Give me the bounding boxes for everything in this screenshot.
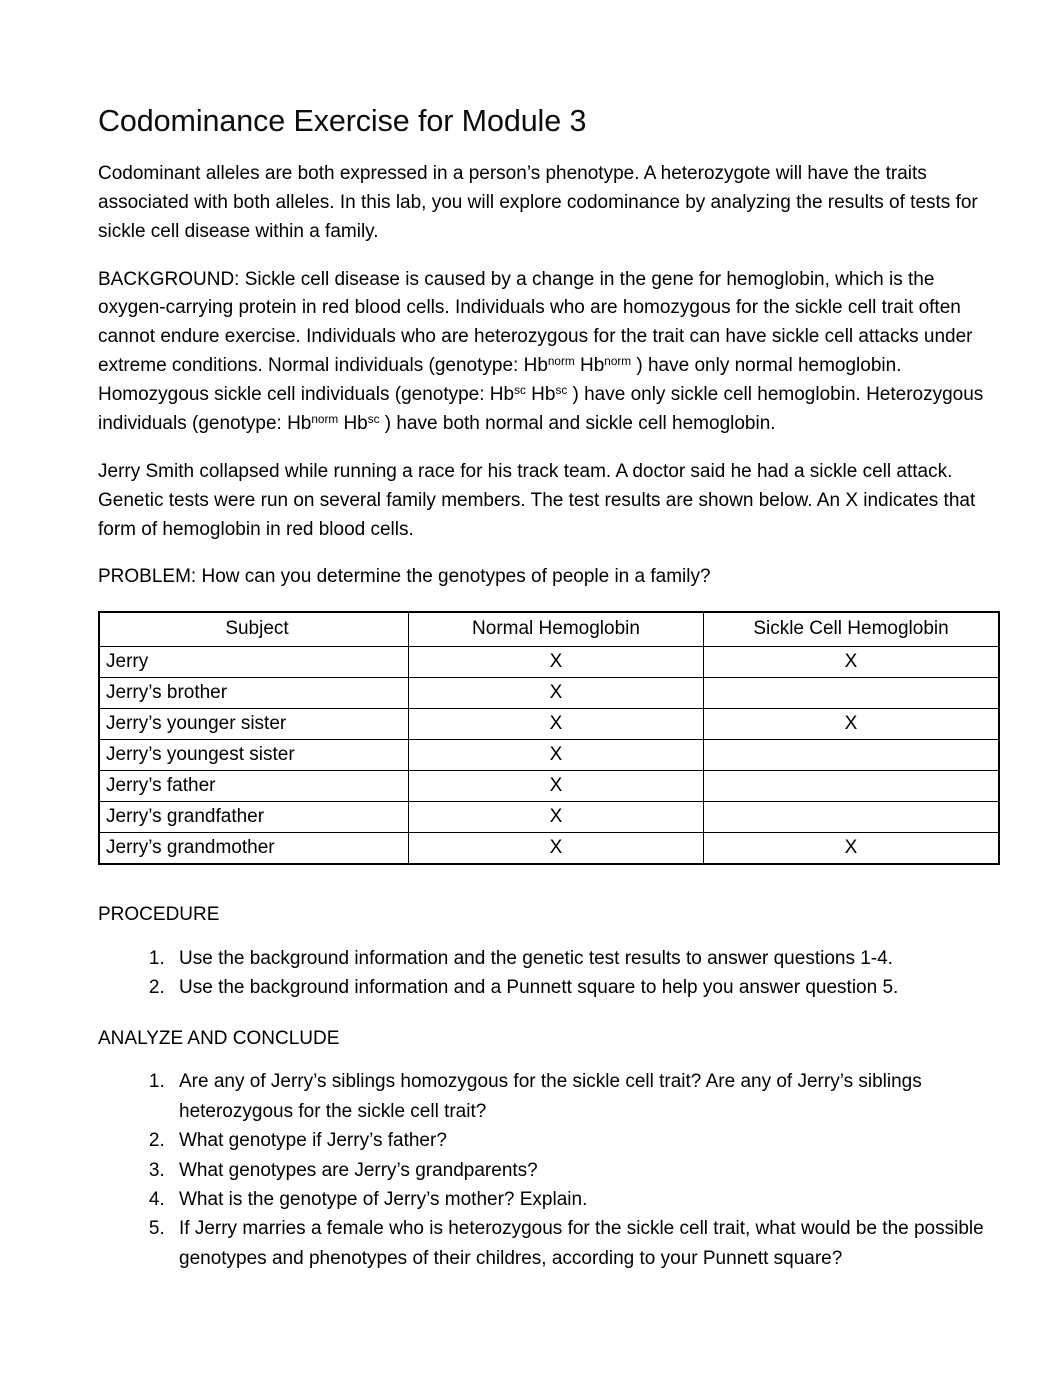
background-text-part2: Hb — [574, 355, 605, 377]
list-item: 2. What genotype if Jerry’s father? — [170, 1126, 990, 1155]
table-header-row — [99, 612, 999, 647]
document-body — [98, 104, 990, 1273]
analyze-list — [98, 1067, 990, 1273]
table-row — [99, 802, 999, 833]
cell-subject: Jerry’s grandfather — [99, 802, 409, 833]
procedure-heading: PROCEDURE — [98, 904, 220, 926]
background-text-part6: Hb — [338, 412, 368, 434]
cell-sickle-mark: X — [704, 709, 1000, 740]
cell-normal-mark: X — [409, 647, 704, 678]
cell-sickle-mark — [704, 740, 1000, 771]
test-results-table-wrapper — [98, 611, 990, 865]
cell-sickle-mark — [704, 678, 1000, 709]
genotype-superscript-norm-2: norm — [604, 355, 632, 369]
genotype-superscript-sc-3: sc — [367, 412, 380, 426]
scenario-paragraph: Jerry Smith collapsed while running a race for his track team. A doctor said he had a sickle cell attack. Genetic tests were run on several family members. The test results are shown below. An X indicates that form of hemoglobin in red blood cells. — [98, 460, 976, 540]
cell-subject: Jerry’s father — [99, 771, 409, 802]
cell-normal-mark: X — [409, 740, 704, 771]
cell-subject: Jerry’s brother — [99, 678, 409, 709]
table-row — [99, 709, 999, 740]
cell-normal-mark: X — [409, 833, 704, 865]
table-row — [99, 833, 999, 865]
background-text-part3: ) have only normal hemoglobin. Homozygous sickle cell individuals (genotype: Hb — [98, 355, 902, 406]
table-row — [99, 771, 999, 802]
genotype-superscript-norm-3: norm — [311, 412, 339, 426]
cell-normal-mark: X — [409, 802, 704, 833]
table-body — [99, 612, 999, 864]
table-row — [99, 740, 999, 771]
background-text-part7: ) have both normal and sickle cell hemoglobin. — [379, 412, 776, 434]
genotype-superscript-norm-1: norm — [547, 355, 575, 369]
list-item: 4. What is the genotype of Jerry’s mother? Explain. — [170, 1185, 990, 1214]
list-item: 3. What genotypes are Jerry’s grandparents? — [170, 1156, 990, 1185]
background-text-part5: ) have only sickle cell hemoglobin. Heterozygous individuals (genotype: Hb — [98, 384, 984, 434]
list-item: 2. Use the background information and a Punnett square to help you answer question 5. — [170, 973, 990, 1002]
cell-sickle-mark: X — [704, 647, 1000, 678]
column-header-subject: Subject — [99, 612, 409, 647]
cell-normal-mark: X — [409, 678, 704, 709]
column-header-sickle-cell-hemoglobin: Sickle Cell Hemoglobin — [704, 612, 1000, 647]
problem-paragraph: PROBLEM: How can you determine the genotypes of people in a family? — [98, 566, 711, 588]
spacer-before-analyze — [98, 1003, 990, 1025]
test-results-table — [98, 611, 1000, 865]
analyze-heading: ANALYZE AND CONCLUDE — [98, 1027, 340, 1049]
cell-sickle-mark — [704, 802, 1000, 833]
background-text-part1: BACKGROUND: Sickle cell disease is caused by a change in the gene for hemoglobin, which is the oxygen-carrying protein in red blood cells. Individuals who are homozygous for the sickle cell trait often cannot endure exercise. Individuals who are heterozygous for the trait can have sickle cell attacks under extreme conditions. Normal individuals (genotype: Hb — [98, 268, 973, 377]
spacer-analyze — [98, 1053, 990, 1067]
cell-subject: Jerry’s grandmother — [99, 833, 409, 865]
spacer-after-table — [98, 865, 990, 901]
cell-sickle-mark — [704, 771, 1000, 802]
list-item: 1. Are any of Jerry’s siblings homozygous for the sickle cell trait? Are any of Jerry’s siblings heterozygous for the sickle cell trait? — [170, 1067, 990, 1126]
page-title: Codominance Exercise for Module 3 — [98, 104, 587, 138]
list-item: 5. If Jerry marries a female who is heterozygous for the sickle cell trait, what would be the possible genotypes and phenotypes of their childres, according to your Punnett square? — [170, 1214, 990, 1273]
background-paragraph — [98, 266, 990, 439]
cell-sickle-mark: X — [704, 833, 1000, 865]
cell-normal-mark: X — [409, 709, 704, 740]
genotype-superscript-sc-1: sc — [514, 383, 526, 397]
background-text-part4: Hb — [525, 384, 556, 406]
cell-subject: Jerry’s younger sister — [99, 709, 409, 740]
cell-subject: Jerry — [99, 647, 409, 678]
procedure-list — [98, 944, 990, 1003]
spacer-procedure — [98, 930, 990, 944]
table-row — [99, 678, 999, 709]
genotype-superscript-sc-2: sc — [555, 383, 568, 397]
list-item: 1. Use the background information and the genetic test results to answer questions 1-4. — [170, 944, 990, 973]
table-row — [99, 647, 999, 678]
intro-paragraph: Codominant alleles are both expressed in a person’s phenotype. A heterozygote will have the traits associated with both alleles. In this lab, you will explore codominance by analyzing the results of tests for sickle cell disease within a family. — [98, 162, 978, 242]
cell-normal-mark: X — [409, 771, 704, 802]
cell-subject: Jerry’s youngest sister — [99, 740, 409, 771]
column-header-normal-hemoglobin: Normal Hemoglobin — [409, 612, 704, 647]
